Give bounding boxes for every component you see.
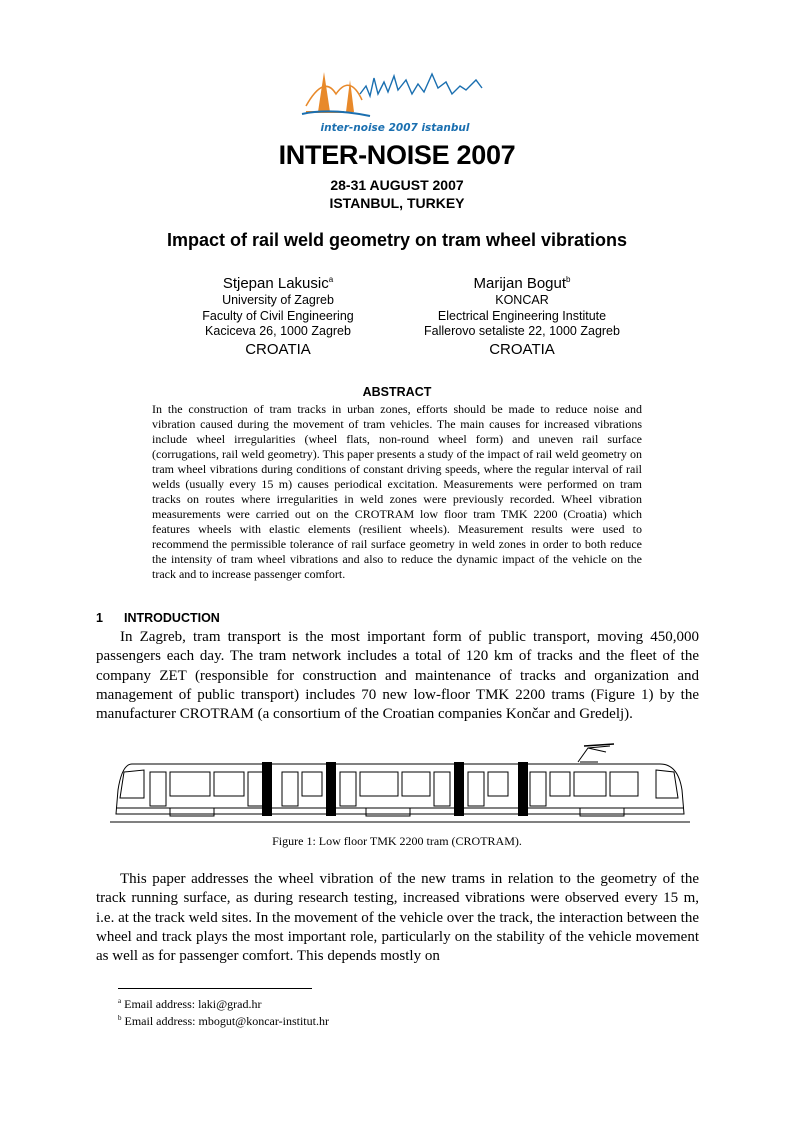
conference-title: INTER-NOISE 2007 bbox=[278, 140, 516, 170]
footnote-mark: b bbox=[118, 1014, 122, 1022]
author-name: Stjepan Lakusic$^a$ bbox=[222, 275, 334, 292]
author-country: CROATIA bbox=[245, 340, 311, 358]
tram-windows bbox=[150, 772, 638, 806]
author-affiliation: University of Zagreb bbox=[222, 293, 334, 307]
author-department: Electrical Engineering Institute bbox=[437, 308, 607, 323]
footnote-divider bbox=[118, 988, 312, 989]
footnote-text: Email address: laki@grad.hr bbox=[124, 997, 262, 1011]
footnote bbox=[118, 1011, 329, 1029]
footnote-mark: b bbox=[566, 275, 571, 284]
figure-caption: Figure 1: Low floor TMK 2200 tram (CROTRAM). bbox=[272, 834, 522, 848]
body-paragraph: This paper addresses the wheel vibration of the new trams in relation to the geometry of the track running surface, as during research testing, increased vibrations were observed every 15 m, i.e. at the track weld sites. In the movement of the vehicle over the track, the interaction between the wheel and track plays the most important role, particularly on the stability of the vehicle movement as well as for passenger comfort. This depends mostly on bbox=[96, 871, 699, 965]
abstract-text: In the construction of tram tracks in urban zones, efforts should be made to reduce noise and vibration caused during the movement of tram vehicles. The main causes for increased vibrations include wheel irregularities (wheel flats, non-round wheel form) and uneven rail surface (corrugations, rail weld geometry). This paper presents a study of the impact of rail weld geometry on tram wheel vibrations during conditions of constant driving speeds, where the regular interval of rail welds (usually every 15 m) causes periodical excitation. Measurements were performed on tram tracks on routes where irregularities in weld zones were previously recorded. Wheel vibration measurements were carried out on the CROTRAM low floor tram TMK 2200 (Croatia) which features wheels with elastic elements (resilient wheels). Measurement results were used to recommend the permissible tolerance of rail surface geometry in weld zones in order to both reduce the intensity of tram wheel vibrations and also to reduce the dynamic impact of the vehicle on the track and to increase passenger comfort. bbox=[152, 402, 642, 581]
sound-wave-icon bbox=[360, 74, 482, 96]
section-heading bbox=[96, 611, 220, 625]
footnote-mark: a bbox=[328, 275, 334, 284]
author-block-2 bbox=[412, 270, 632, 359]
author-affiliation: KONCAR bbox=[495, 293, 549, 307]
author-address: Fallerovo setaliste 22, 1000 Zagreb bbox=[424, 324, 620, 338]
author-block-1 bbox=[168, 270, 388, 359]
conference-info bbox=[0, 176, 794, 212]
tram-bogies bbox=[170, 808, 624, 816]
paper-title: Impact of rail weld geometry on tram wheel vibrations bbox=[166, 230, 628, 250]
author-name: Marijan Bogut$^b$ bbox=[473, 275, 571, 292]
cab-window-left bbox=[120, 770, 144, 798]
section-number: 1 bbox=[96, 611, 103, 625]
section-title: INTRODUCTION bbox=[124, 611, 220, 625]
footnote-text: Email address: mbogut@koncar-institut.hr bbox=[124, 1014, 329, 1028]
bridge-icon bbox=[302, 72, 370, 116]
conference-location: ISTANBUL, TURKEY bbox=[329, 195, 465, 211]
logo-text: inter-noise 2007 istanbul bbox=[320, 122, 470, 134]
conference-logo bbox=[300, 64, 490, 136]
cab-window-right bbox=[656, 770, 678, 798]
conference-dates: 28-31 AUGUST 2007 bbox=[330, 177, 464, 193]
author-address: Kaciceva 26, 1000 Zagreb bbox=[205, 324, 351, 338]
tram-figure bbox=[110, 742, 690, 826]
intro-paragraph: In Zagreb, tram transport is the most important form of public transport, moving 450,000 passengers each day. The tram network includes a total of 120 km of tracks and the fleet of the company ZET (responsible for construction and maintenance of tracks and organization and management of public transport) includes 70 new low-floor TMK 2200 trams (Figure 1) by the manufacturer CROTRAM (a consortium of the Croatian companies Končar and Gredelj). bbox=[96, 629, 699, 723]
footnote-mark: a bbox=[118, 997, 122, 1005]
abstract-heading: ABSTRACT bbox=[362, 385, 432, 399]
author-country: CROATIA bbox=[489, 340, 555, 358]
pantograph-icon bbox=[578, 744, 614, 762]
author-department: Faculty of Civil Engineering bbox=[202, 308, 354, 323]
footnote bbox=[118, 994, 261, 1012]
